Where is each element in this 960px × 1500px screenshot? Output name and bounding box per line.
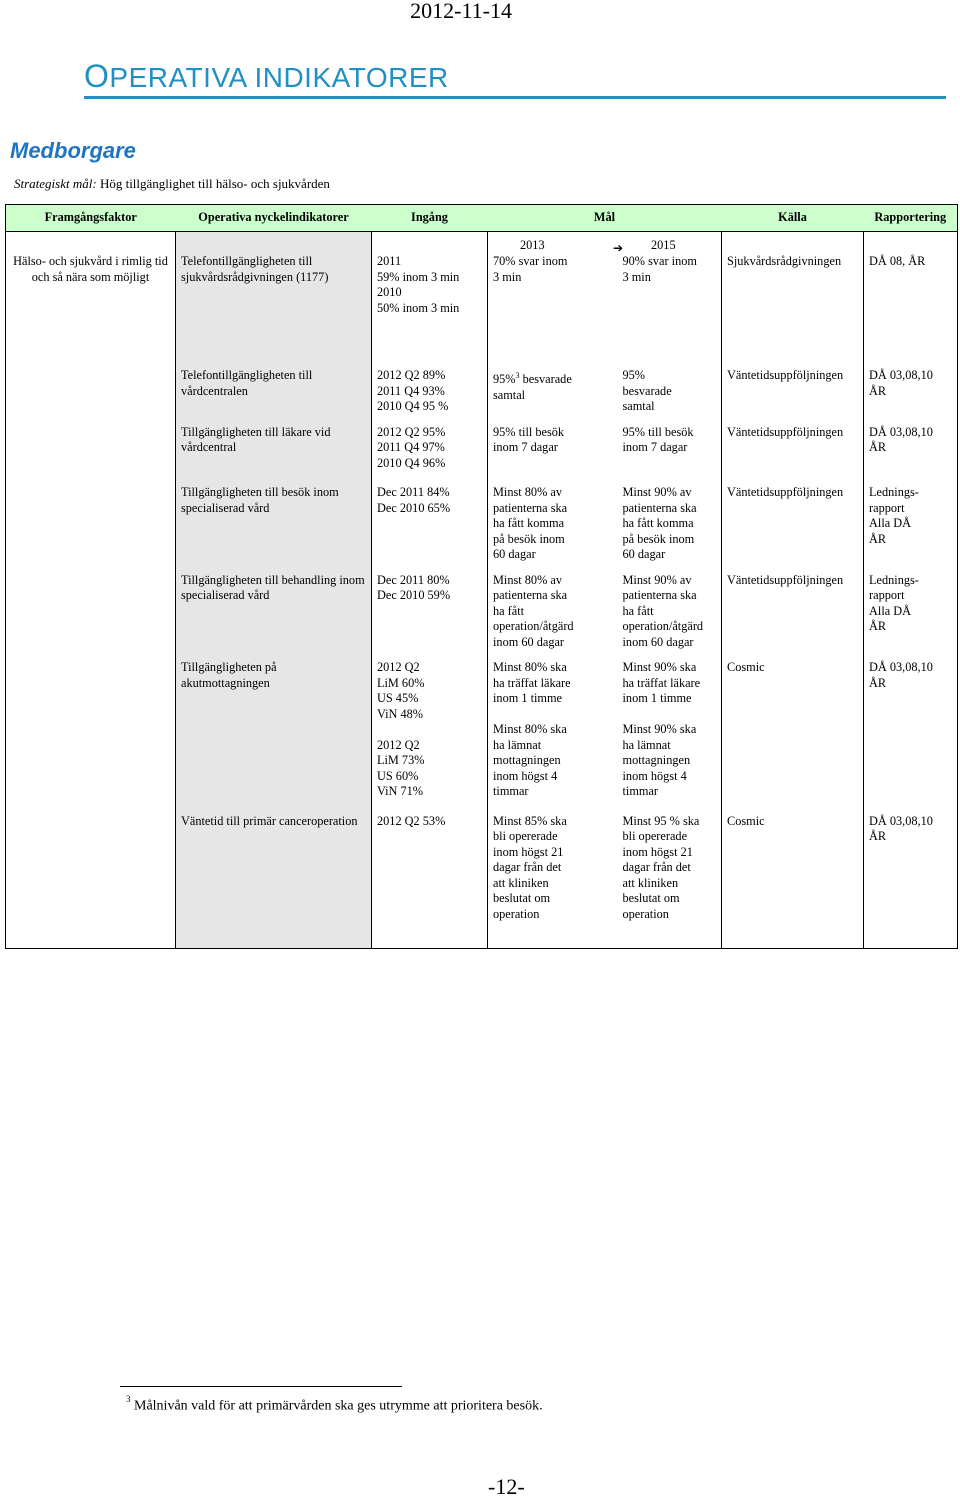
cell-indicator: Telefontillgängligheten till sjukvårdsrådgivningen (1177) <box>176 254 372 368</box>
table-row <box>6 368 958 425</box>
cell-source: Cosmic <box>722 814 864 949</box>
cell-entry: 2012 Q2 LiM 60% US 45% ViN 48% 2012 Q2 LiM 73% US 60% ViN 71% <box>372 660 488 814</box>
indicator-table <box>5 204 958 949</box>
cell-indicator: Tillgängligheten på akutmottagningen <box>176 660 372 814</box>
cell-goal-2015: Minst 90% av patienterna ska ha fått operation/åtgärd inom 60 dagar <box>622 572 704 649</box>
cell-indicator: Tillgängligheten till besök inom specialiserad vård <box>176 485 372 573</box>
cell-source: Väntetidsuppföljningen <box>722 573 864 661</box>
cell-goal-2013: 95%$^3$ besvarade samtal <box>488 368 618 425</box>
header-factor: Framgångsfaktor <box>6 205 176 232</box>
cell-goal-2013: Minst 80% av patienterna ska ha fått komma på besök inom 60 dagar <box>488 485 618 573</box>
year-row <box>6 232 958 255</box>
arrow-right-icon: ➔ <box>613 241 624 255</box>
cell-indicator: Telefontillgängligheten till vårdcentralen <box>176 368 372 425</box>
cell-source: Väntetidsuppföljningen <box>722 485 864 573</box>
document-date: 2012-11-14 <box>410 0 512 23</box>
page-title: OPERATIVA INDIKATORER <box>84 58 449 94</box>
table-header-row <box>6 205 958 232</box>
cell-factor <box>6 573 176 661</box>
cell-factor: Hälso- och sjukvård i rimlig tid och så nära som möjligt <box>6 254 176 368</box>
footnote-ref: 3 <box>515 371 520 380</box>
table-row <box>6 485 958 573</box>
cell-entry: Dec 2011 80% Dec 2010 59% <box>372 573 488 661</box>
cell-reporting: DÅ 03,08,10 ÅR <box>864 425 958 486</box>
cell-factor <box>6 368 176 425</box>
cell-goal-2013: 70% svar inom 3 min <box>488 254 618 368</box>
year-2015: 2015 <box>651 238 676 252</box>
cell-indicator: Väntetid till primär canceroperation <box>176 814 372 949</box>
cell-source: Cosmic <box>722 660 864 814</box>
section-heading: Medborgare <box>10 138 136 163</box>
cell-factor <box>6 485 176 573</box>
cell-entry: Dec 2011 84% Dec 2010 65% <box>372 485 488 573</box>
cell-goal-2013: Minst 80% ska ha träffat läkare inom 1 timme Minst 80% ska ha lämnat mottagningen inom högst 4 timmar <box>488 660 618 814</box>
cell-goal-2015: 95% besvarade samtal <box>622 368 672 413</box>
cell-entry: 2012 Q2 53% <box>372 814 488 949</box>
cell-reporting: DÅ 03,08,10 ÅR <box>864 814 958 949</box>
header-entry: Ingång <box>372 205 488 232</box>
table-row <box>6 425 958 486</box>
footnote: $^3$ Målnivån vald för att primärvården ska ges utrymme att prioritera besök. <box>126 1394 543 1414</box>
cell-goal-2015: 95% till besök inom 7 dagar <box>622 424 694 454</box>
header-indicators: Operativa nyckelindikatorer <box>176 205 372 232</box>
strategic-goal: Strategiskt mål: Hög tillgänglighet till hälso- och sjukvården <box>14 176 330 191</box>
footnote-separator <box>120 1386 402 1387</box>
cell-goal-2013: 95% till besök inom 7 dagar <box>488 425 618 486</box>
cell-goal-2015: Minst 95 % ska bli opererade inom högst 21 dagar från det att kliniken beslutat om operation <box>618 814 722 949</box>
cell-indicator: Tillgängligheten till behandling inom specialiserad vård <box>176 573 372 661</box>
table-row <box>6 660 958 814</box>
title-underline <box>84 96 946 99</box>
cell-source: Väntetidsuppföljningen <box>722 425 864 486</box>
cell-entry: 2011 59% inom 3 min 2010 50% inom 3 min <box>372 254 488 368</box>
page-number: -12- <box>488 1474 525 1499</box>
header-goal: Mål <box>488 205 722 232</box>
cell-reporting: DÅ 03,08,10 ÅR <box>864 368 958 425</box>
table-row <box>6 254 958 368</box>
cell-entry: 2012 Q2 89% 2011 Q4 93% 2010 Q4 95 % <box>372 368 488 425</box>
cell-reporting: Lednings- rapport Alla DÅ ÅR <box>864 573 958 661</box>
cell-indicator: Tillgängligheten till läkare vid vårdcentral <box>176 425 372 486</box>
goal-years <box>488 232 722 255</box>
table-row <box>6 814 958 949</box>
cell-factor <box>6 425 176 486</box>
cell-goal-2013: Minst 85% ska bli opererade inom högst 21 dagar från det att kliniken beslutat om operation <box>488 814 618 949</box>
cell-goal-2015: Minst 90% ska ha träffat läkare inom 1 timme Minst 90% ska ha lämnat mottagningen inom högst 4 timmar <box>622 660 701 798</box>
cell-goal-2015: Minst 90% av patienterna ska ha fått komma på besök inom 60 dagar <box>622 485 697 561</box>
cell-source: Sjukvårdsrådgivningen <box>722 254 864 368</box>
cell-goal-2015: 90% svar inom 3 min <box>622 254 697 284</box>
cell-reporting: DÅ 08, ÅR <box>864 254 958 368</box>
cell-factor <box>6 814 176 949</box>
cell-factor <box>6 660 176 814</box>
year-2013: 2013 <box>520 238 545 252</box>
cell-goal-2013: Minst 80% av patienterna ska ha fått operation/åtgärd inom 60 dagar <box>488 573 618 661</box>
header-source: Källa <box>722 205 864 232</box>
cell-source: Väntetidsuppföljningen <box>722 368 864 425</box>
cell-entry: 2012 Q2 95% 2011 Q4 97% 2010 Q4 96% <box>372 425 488 486</box>
table-row <box>6 573 958 661</box>
header-report: Rapportering <box>864 205 958 232</box>
cell-reporting: Lednings- rapport Alla DÅ ÅR <box>864 485 958 573</box>
cell-reporting: DÅ 03,08,10 ÅR <box>864 660 958 814</box>
